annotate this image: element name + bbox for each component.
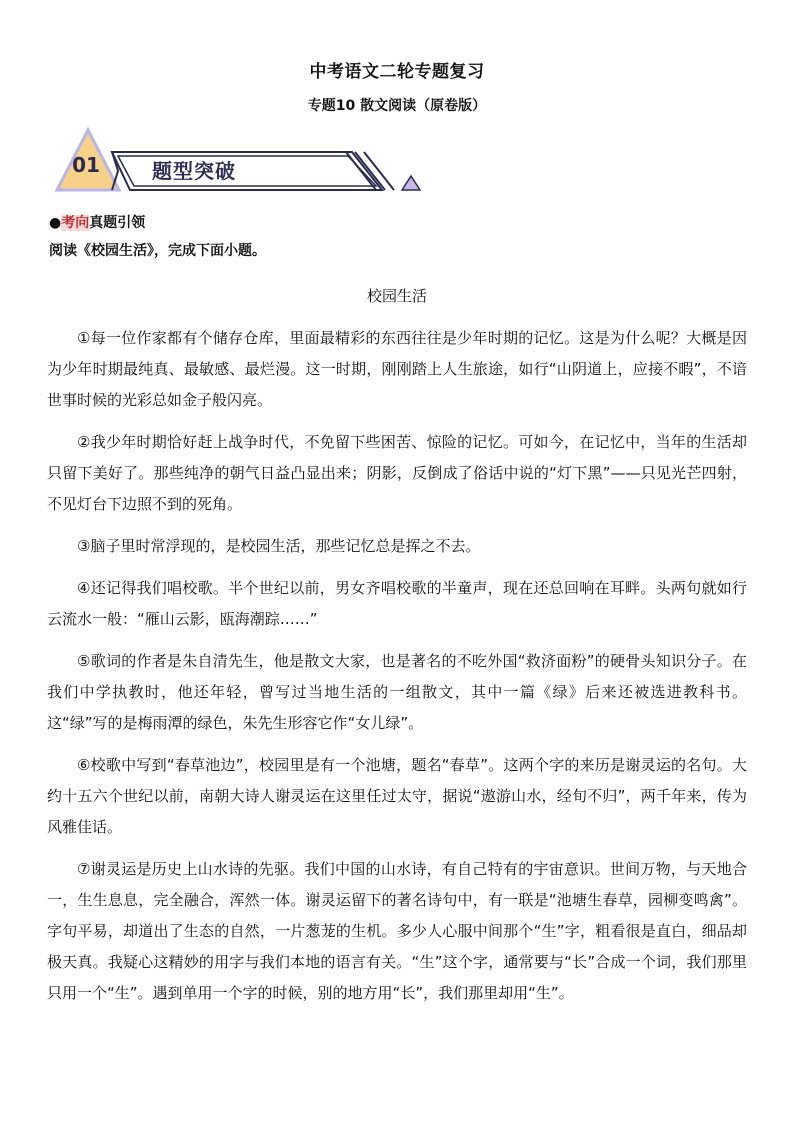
essay-paragraph-1: ①每一位作家都有个储存仓库，里面最精彩的东西往往是少年时期的记忆。这是为什么呢？大概是因为少年时期最纯真、最敏感、最烂漫。这一时期，刚刚踏上人生旅途，如行“山阴道上，应接不暇”，不谙世事时候的光彩总如金子般闪亮。	[47, 329, 747, 409]
banner-heading: 题型突破	[152, 159, 236, 183]
guide-line	[49, 212, 145, 232]
essay-body	[47, 323, 747, 1020]
document-subtitle: 专题10 散文阅读（原卷版）	[307, 98, 487, 114]
bullet-icon: ●	[49, 215, 62, 231]
essay-title: 校园生活	[366, 287, 427, 305]
essay-paragraph-6: ⑥校歌中写到“春草池边”，校园里是有一个池塘，题名“春草”。这两个字的来历是谢灵运的名句。大约十五六个世纪以前，南朝大诗人谢灵运在这里任过太守，据说“遨游山水，经旬不归”，两千年来，传为风雅佳话。	[47, 756, 747, 836]
essay-paragraph-5: ⑤歌词的作者是朱自清先生，他是散文大家，也是著名的不吃外国“救济面粉”的硬骨头知识分子。在我们中学执教时，他还年轻，曾写过当地生活的一组散文，其中一篇《绿》后来还被选进教科书。这“绿”写的是梅雨潭的绿色，朱先生形容它作“女儿绿”。	[47, 652, 747, 732]
essay-paragraph-2: ②我少年时期恰好赶上战争时代，不免留下些困苦、惊险的记忆。可如今，在记忆中，当年的生活却只留下美好了。那些纯净的朝气日益凸显出来；阴影，反倒成了俗话中说的“灯下黑”——只见光芒四射，不见灯台下边照不到的死角。	[47, 433, 747, 513]
reading-instruction: 阅读《校园生活》，完成下面小题。	[49, 243, 266, 259]
essay-paragraph-4: ④还记得我们唱校歌。半个世纪以前，男女齐唱校歌的半童声，现在还总回响在耳畔。头两句就如行云流水一般：“雁山云影，瓯海潮踪……”	[47, 579, 747, 628]
guide-label: 真题引领	[89, 215, 146, 231]
essay-paragraph-3: ③脑子里时常浮现的，是校园生活，那些记忆总是挥之不去。	[77, 537, 481, 555]
banner-number: 01	[72, 153, 100, 177]
guide-highlight: 考向	[61, 215, 90, 231]
document-title: 中考语文二轮专题复习	[309, 62, 485, 82]
section-banner	[52, 124, 432, 196]
essay-paragraph-7: ⑦谢灵运是历史上山水诗的先驱。我们中国的山水诗，有自己特有的宇宙意识。世间万物，与天地合一，生生息息，完全融合，浑然一体。谢灵运留下的著名诗句中，有一联是“池塘生春草，园柳变鸣禽”。字句平易，却道出了生态的自然，一片葱茏的生机。多少人心服中间那个“生”字，粗看很是直白，细品却极天真。我疑心这精妙的用字与我们本地的语言有关。“生”这个字，通常要与“长”合成一个词，我们那里只用一个“生”。遇到单用一个字的时候，别的地方用“长”，我们那里却用“生”。	[47, 860, 747, 1002]
banner-small-triangle	[402, 176, 420, 190]
